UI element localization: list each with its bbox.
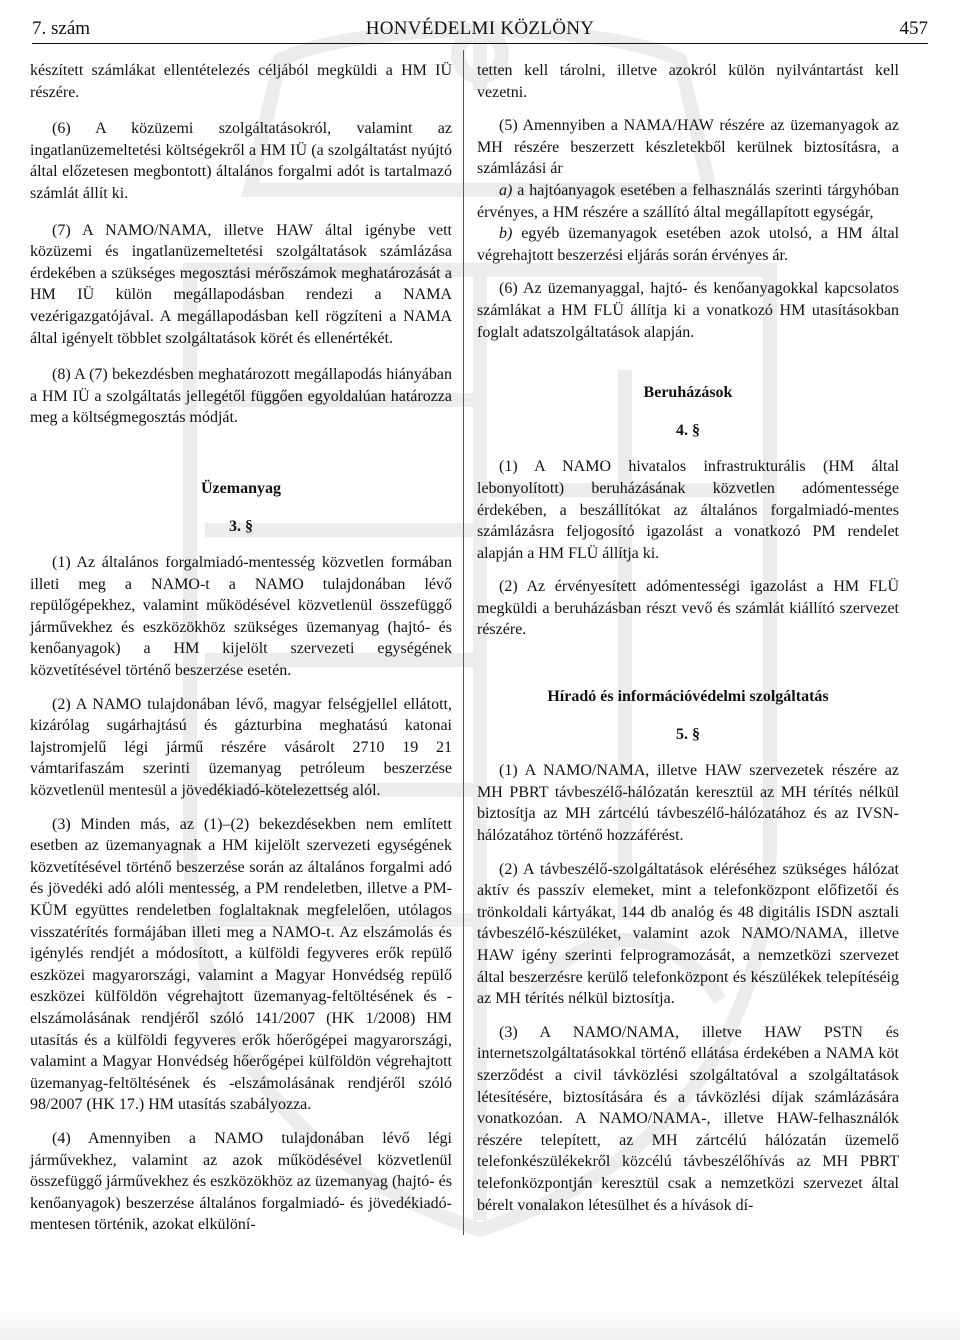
paragraph-2-7: (7) A NAMO/NAMA, illetve HAW által igénybe vett közüzemi és ingatlanüzemeltetési szolgáltatások számlázása érdekében a szükséges megosztási mérőszámok meghatározását a HM IÜ külön megállapodásban rendezi a NAMA vezérigazgatójával. A megállapodásban kell rögzíteni a NAMA által igényelt többlet szolgáltatások körét és ellenértékét. xyxy=(30,221,452,347)
point-a-label: a) xyxy=(499,181,513,199)
header-rule xyxy=(32,43,928,44)
section-number-3: 3. § xyxy=(229,517,253,535)
point-b-text: egyéb üzemanyagok esetében azok utolsó, a HM által végrehajtott beszerzési eljárás során érvényes ár. xyxy=(477,225,900,264)
section-title-uzemanyag: Üzemanyag xyxy=(201,479,281,497)
paragraph-3-6: (6) Az üzemanyaggal, hajtó- és kenőanyagokkal kapcsolatos számlákat a HM FLÜ állítja ki a vonatkozó HM utasításokban foglalt adatszolgáltatások alapján. xyxy=(477,280,899,341)
paragraph-3-2: (2) A NAMO tulajdonában lévő, magyar felségjellel ellátott, kizárólag sugárhajtású és gázturbina meghatású katonai lajstromjelű légi jármű részére vásárolt 2710 19 21 vámtarifaszám szerinti üzemanyag petróleum beszerzése közvetlenül mentesül a jövedékiadó-kötelezettség alól. xyxy=(30,695,452,800)
continued-paragraph-right: tetten kell tárolni, illetve azokról külön nyilvántartást kell vezetni. xyxy=(477,62,899,101)
paragraph-3-5-a xyxy=(477,180,899,223)
journal-title: HONVÉDELMI KÖZLÖNY xyxy=(365,18,595,39)
paragraph-5-1: (1) A NAMO/NAMA, illetve HAW szervezetek részére az MH PBRT távbeszélő-hálózatán keresztül az MH térítés nélkül biztosítja az MH zártcélú távbeszélő-hálózatához és az IVSN-hálózatához történő hozzáférést. xyxy=(477,762,899,845)
paragraph-3-4: (4) Amennyiben a NAMO tulajdonában lévő légi járművekhez, valamint az azok működésével közvetlenül összefüggő járművekhez és eszközökhöz az üzemanyag (hajtó- és kenőanyagok) beszerzése általános forgalmiadó- és jövedékiadó-mentesen történik, azokat elkülöní- xyxy=(30,1129,452,1234)
footer-band xyxy=(0,1306,960,1340)
paragraph-2-6: (6) A közüzemi szolgáltatásokról, valamint az ingatlanüzemeltetési költségekről a HM IÜ (a szolgáltatást nyújtó által előzetesen megbontott) általános forgalmi adót is tartalmazó számlát állít ki. xyxy=(30,120,452,202)
page-header xyxy=(32,18,928,40)
paragraph-3-5-b xyxy=(477,223,899,266)
left-column xyxy=(30,60,452,1236)
paragraph-2-8: (8) A (7) bekezdésben meghatározott megállapodás hiányában a HM IÜ a szolgáltatás jellegétől függően egyoldalúan határozza meg a költségmegosztás módját. xyxy=(30,366,452,427)
issue-number: 7. szám xyxy=(32,18,91,39)
point-a-text: a hajtóanyagok esetében a felhasználás szerinti tárgyhóban érvényes, a HM részére a szállító által megállapított egységár, xyxy=(477,181,899,221)
section-number-4: 4. § xyxy=(676,421,700,439)
paragraph-5-2: (2) A távbeszélő-szolgáltatások eléréséhez szükséges hálózat aktív és passzív elemeket, mint a telefonközpont előfizetői és trönkoldali kártyákat, 144 db analóg és 48 digitális ISDN asztali távbeszélő-készüléket, valamint azok NAMO/NAMA, illetve HAW igény szerinti felprogramozását, a nemzetközi szervezet által beszerzésre kerülő telefonközpont és készülékek telepítéséig az MH térítés nélkül biztosítja. xyxy=(477,860,899,1008)
column-divider xyxy=(463,50,464,1235)
paragraph-3-3: (3) Minden más, az (1)–(2) bekezdésekben nem említett esetben az üzemanyagnak a HM kijelölt szervezeti egységének közvetítésével történő beszerzése során az általános forgalmi adó és jövedéki adó alóli mentesség, a PM rendeletben, illetve a PM-KÜM együttes rendeletben foglaltaknak megfelelően, utólagos visszatérítés formájában illeti meg a NAMO-t. Az elszámolás és igénylés rendjét a módosított, a külföldi fegyveres erők repülő eszközei magyarországi, valamint a Magyar Honvédség repülő eszközei külföldön végrehajtott üzemanyag-feltöltésének és -elszámolásának rendjéről szóló 141/2007 (HK 1/2008) HM utasítás és a külföldi fegyveres erők hőerőgépei magyarországi, valamint a Magyar Honvédség hőerőgépei külföldön végrehajtott üzemanyag-feltöltésének és -elszámolásának rendjéről szóló 98/2007 (HK 17.) HM utasítás szabályozza. xyxy=(30,815,452,1114)
section-title-hirado: Híradó és információvédelmi szolgáltatás xyxy=(547,688,829,706)
paragraph-5-3: (3) A NAMO/NAMA, illetve HAW PSTN és internetszolgáltatásokkal történő ellátása érdekében a NAMA köt szerződést a civil távközlési szolgáltatóval a szolgáltatások létesítésére, biztosítására és a távközlési díjak számlázására vonatkozóan. A NAMO/NAMA-, illetve HAW-felhasználók részére telepített, az MH zártcélú hálózatán üzemelő telefonkészülékekről közcélú távbeszélőhívás az MH PBRT telefonközpontján keresztül csak a nemzetközi szervezet által bérelt vonalakon létesülhet és a hívások dí- xyxy=(477,1023,899,1214)
right-column xyxy=(477,60,899,1216)
paragraph-4-1: (1) A NAMO hivatalos infrastrukturális (HM által lebonyolított) beruházásának közvetlen adómentessége érdekében, a beszállítókat az általános forgalmiadó-mentes számlázásra feljogosító igazolást a vonatkozó PM rendelet alapján a HM FLÜ állítja ki. xyxy=(477,458,899,562)
paragraph-3-5: (5) Amennyiben a NAMA/HAW részére az üzemanyagok az MH részére beszerzett készletekből kerülnek biztosításra, a számlázási ár xyxy=(477,117,899,178)
paragraph-3-1: (1) Az általános forgalmiadó-mentesség közvetlen formában illeti meg a NAMO-t a NAMO tulajdonában lévő repülőgépekhez, valamint működésével közvetlenül összefüggő járművekhez és eszközökhöz szükséges üzemanyag (hajtó- és kenőanyagok) a HM kijelölt szervezeti egységének közvetítésével történő beszerzése esetén. xyxy=(30,554,452,680)
paragraph-4-2: (2) Az érvényesített adómentességi igazolást a HM FLÜ megküldi a beruházásban részt vevő és számlát kiállító szervezet részére. xyxy=(477,578,899,639)
page-number: 457 xyxy=(899,18,928,39)
section-number-5: 5. § xyxy=(676,725,700,743)
continued-paragraph: készített számlákat ellentételezés céljából megküldi a HM IÜ részére. xyxy=(30,62,452,101)
point-b-label: b) xyxy=(499,225,513,243)
section-title-beruhazasok: Beruházások xyxy=(643,384,733,402)
